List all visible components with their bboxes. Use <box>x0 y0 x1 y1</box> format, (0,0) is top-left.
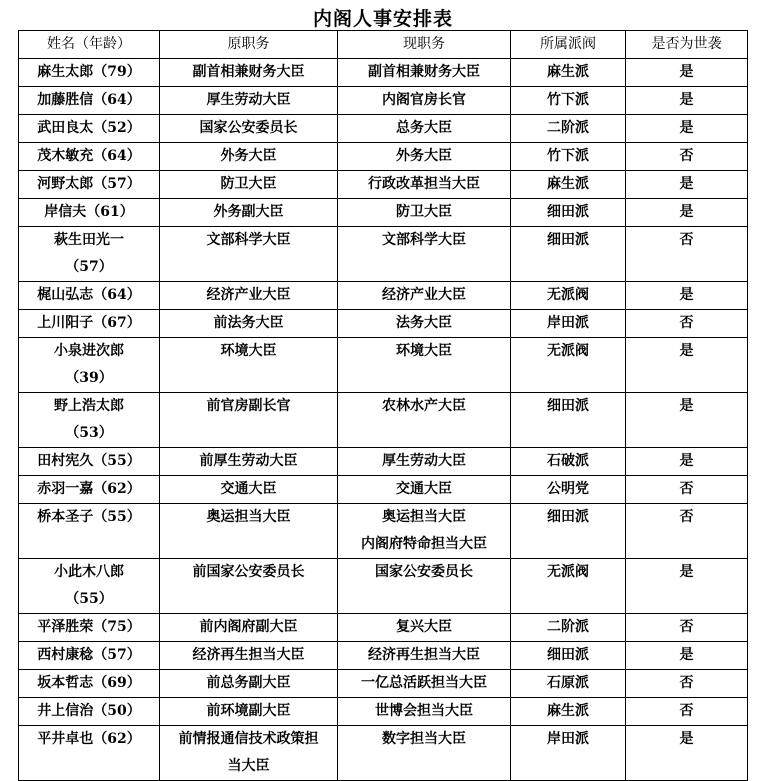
cell-hereditary-text: 是 <box>679 647 694 663</box>
cell-current-post <box>338 199 511 227</box>
cell-previous-post-text: 奥运担当大臣 <box>206 509 291 525</box>
cell-faction <box>511 115 626 143</box>
cell-faction-text: 细田派 <box>547 647 589 663</box>
cell-faction <box>511 476 626 504</box>
cell-name <box>19 476 160 504</box>
cell-faction-text: 麻生派 <box>547 64 589 80</box>
cell-faction <box>511 87 626 115</box>
cell-name-text: 茂木敏充（64） <box>37 148 141 164</box>
cell-current-post <box>338 338 511 393</box>
cell-current-post <box>338 171 511 199</box>
cell-previous-post-text: 副首相兼财务大臣 <box>192 64 305 80</box>
cell-faction <box>511 448 626 476</box>
table-row <box>19 59 748 87</box>
cell-current-post-text: 总务大臣 <box>396 120 452 136</box>
cell-current-post <box>338 476 511 504</box>
cell-faction-text: 二阶派 <box>547 120 589 136</box>
cell-current-post <box>338 642 511 670</box>
cell-faction-text: 麻生派 <box>547 703 589 719</box>
cell-faction-text: 无派阀 <box>547 287 589 303</box>
cell-hereditary-text: 是 <box>679 176 694 192</box>
cell-hereditary <box>626 670 748 698</box>
cell-hereditary <box>626 199 748 227</box>
table-row <box>19 476 748 504</box>
cell-faction <box>511 698 626 726</box>
cell-hereditary <box>626 393 748 448</box>
cell-hereditary <box>626 87 748 115</box>
cell-current-post-text: 交通大臣 <box>396 481 452 497</box>
cell-previous-post <box>160 282 338 310</box>
cell-hereditary <box>626 282 748 310</box>
cell-previous-post-text: 前情报通信技术政策担 <box>178 731 319 747</box>
cell-faction <box>511 227 626 282</box>
cell-faction <box>511 393 626 448</box>
cell-previous-post <box>160 448 338 476</box>
header-current-post: 现职务 <box>338 31 511 59</box>
cell-previous-post <box>160 476 338 504</box>
cell-faction-text: 无派阀 <box>547 343 589 359</box>
cell-previous-post-text: 国家公安委员长 <box>199 120 298 136</box>
cell-hereditary <box>626 310 748 338</box>
cell-faction <box>511 282 626 310</box>
cell-current-post-text: 奥运担当大臣 <box>382 509 466 525</box>
cell-previous-post-text: 前厚生劳动大臣 <box>199 453 298 469</box>
cell-previous-post-text-line2: 当大臣 <box>227 758 270 774</box>
table-row <box>19 171 748 199</box>
cell-hereditary-text: 否 <box>679 509 694 525</box>
cell-current-post <box>338 698 511 726</box>
cell-current-post-text: 经济产业大臣 <box>382 287 466 303</box>
cell-name-text: 平泽胜荣（75） <box>37 619 141 635</box>
cell-name-text: 桥本圣子（55） <box>37 509 141 525</box>
cell-previous-post <box>160 642 338 670</box>
table-row <box>19 448 748 476</box>
cell-current-post <box>338 59 511 87</box>
cell-current-post-text: 环境大臣 <box>396 343 452 359</box>
cell-previous-post <box>160 504 338 559</box>
cell-faction-text: 二阶派 <box>547 619 589 635</box>
cell-previous-post <box>160 199 338 227</box>
cell-current-post-text: 经济再生担当大臣 <box>368 647 480 663</box>
cell-hereditary-text: 否 <box>679 619 694 635</box>
cell-name-text: 平井卓也（62） <box>37 731 141 747</box>
cell-name <box>19 698 160 726</box>
cell-hereditary-text: 是 <box>679 92 694 108</box>
cell-previous-post <box>160 726 338 781</box>
table-row <box>19 614 748 642</box>
table-row <box>19 393 748 448</box>
header-name: 姓名（年龄） <box>19 31 160 59</box>
cell-name-text: 井上信治（50） <box>37 703 141 719</box>
table-row <box>19 227 748 282</box>
cell-previous-post-text: 前法务大臣 <box>213 315 284 331</box>
cell-name <box>19 448 160 476</box>
cell-current-post <box>338 227 511 282</box>
cell-current-post-text: 法务大臣 <box>396 315 452 331</box>
cabinet-table <box>18 30 748 781</box>
table-body <box>19 59 748 781</box>
cell-name <box>19 282 160 310</box>
cell-hereditary <box>626 559 748 614</box>
cell-previous-post-text: 前国家公安委员长 <box>192 564 305 580</box>
cell-previous-post-text: 经济再生担当大臣 <box>192 647 305 663</box>
cell-hereditary-text: 是 <box>679 453 694 469</box>
cell-faction <box>511 726 626 781</box>
cell-name-text: 赤羽一嘉（62） <box>37 481 141 497</box>
cell-previous-post <box>160 59 338 87</box>
cell-previous-post-text: 交通大臣 <box>220 481 277 497</box>
cell-faction-text: 石破派 <box>547 453 589 469</box>
cell-previous-post <box>160 227 338 282</box>
cell-current-post-text: 国家公安委员长 <box>375 564 473 580</box>
cell-current-post-text: 副首相兼财务大臣 <box>368 64 480 80</box>
cell-hereditary-text: 否 <box>679 315 694 331</box>
cell-faction-text: 无派阀 <box>547 564 589 580</box>
cell-hereditary-text: 否 <box>679 703 694 719</box>
cell-name-text: 小此木八郎 <box>54 564 124 580</box>
cell-faction-text: 竹下派 <box>547 148 589 164</box>
cell-name-text-line2: （55） <box>65 591 113 607</box>
cell-current-post <box>338 143 511 171</box>
cell-previous-post-text: 环境大臣 <box>220 343 277 359</box>
cell-current-post <box>338 115 511 143</box>
cell-name-text-line2: （39） <box>65 370 113 386</box>
cell-hereditary-text: 是 <box>679 64 694 80</box>
cell-previous-post <box>160 87 338 115</box>
cell-name <box>19 59 160 87</box>
cell-previous-post <box>160 171 338 199</box>
cell-previous-post-text: 前内阁府副大臣 <box>199 619 298 635</box>
cell-current-post-text-line2: 内阁府特命担当大臣 <box>361 536 487 552</box>
cell-hereditary <box>626 59 748 87</box>
table-header-row <box>19 31 748 59</box>
cell-hereditary <box>626 338 748 393</box>
cell-faction-text: 麻生派 <box>547 176 589 192</box>
cell-name-text: 麻生太郎（79） <box>37 64 141 80</box>
cell-hereditary-text: 否 <box>679 148 694 164</box>
table-row <box>19 726 748 781</box>
cell-faction <box>511 670 626 698</box>
cell-name-text: 梶山弘志（64） <box>37 287 141 303</box>
cell-name <box>19 227 160 282</box>
cell-previous-post <box>160 115 338 143</box>
cell-hereditary-text: 是 <box>679 564 694 580</box>
cell-hereditary-text: 是 <box>679 287 694 303</box>
cell-current-post-text: 农林水产大臣 <box>382 398 466 414</box>
cell-name-text: 萩生田光一 <box>54 232 124 248</box>
cell-hereditary <box>626 448 748 476</box>
cell-current-post-text: 文部科学大臣 <box>382 232 466 248</box>
cell-name <box>19 310 160 338</box>
cell-name <box>19 87 160 115</box>
cell-current-post-text: 一亿总活跃担当大臣 <box>361 675 487 691</box>
cell-hereditary-text: 否 <box>679 232 694 248</box>
cell-current-post-text: 厚生劳动大臣 <box>382 453 466 469</box>
table-row <box>19 143 748 171</box>
cell-previous-post <box>160 338 338 393</box>
cell-name <box>19 670 160 698</box>
cell-name <box>19 726 160 781</box>
cell-name-text: 野上浩太郎 <box>54 398 124 414</box>
cell-faction <box>511 642 626 670</box>
cell-previous-post <box>160 559 338 614</box>
cell-faction <box>511 504 626 559</box>
header-previous-post: 原职务 <box>160 31 338 59</box>
cell-current-post <box>338 87 511 115</box>
cell-name <box>19 171 160 199</box>
cell-previous-post-text: 厚生劳动大臣 <box>206 92 291 108</box>
cell-current-post <box>338 448 511 476</box>
cell-current-post <box>338 614 511 642</box>
cell-hereditary <box>626 614 748 642</box>
cell-faction-text: 石原派 <box>547 675 589 691</box>
table-row <box>19 282 748 310</box>
cell-faction-text: 岸田派 <box>547 315 589 331</box>
table-row <box>19 310 748 338</box>
cell-hereditary <box>626 227 748 282</box>
cell-faction <box>511 614 626 642</box>
cell-name-text: 岸信夫（61） <box>44 204 134 220</box>
cell-previous-post-text: 外务大臣 <box>220 148 277 164</box>
cell-name-text: 河野太郎（57） <box>37 176 141 192</box>
cell-hereditary-text: 是 <box>679 731 694 747</box>
header-hereditary: 是否为世袭 <box>626 31 748 59</box>
cell-current-post <box>338 310 511 338</box>
cell-current-post-text: 行政改革担当大臣 <box>368 176 480 192</box>
table-row <box>19 670 748 698</box>
cell-hereditary-text: 是 <box>679 343 694 359</box>
cell-faction <box>511 338 626 393</box>
cell-faction <box>511 143 626 171</box>
cell-name <box>19 559 160 614</box>
table-row <box>19 87 748 115</box>
table-row <box>19 504 748 559</box>
cell-name-text-line2: （57） <box>65 259 113 275</box>
cell-previous-post <box>160 614 338 642</box>
cell-current-post <box>338 282 511 310</box>
cell-faction <box>511 559 626 614</box>
table-row <box>19 199 748 227</box>
cell-faction-text: 细田派 <box>547 509 589 525</box>
cell-name <box>19 199 160 227</box>
cell-previous-post-text: 前环境副大臣 <box>206 703 291 719</box>
table-row <box>19 115 748 143</box>
cell-previous-post-text: 外务副大臣 <box>213 204 284 220</box>
table-row <box>19 698 748 726</box>
cell-name <box>19 143 160 171</box>
cell-faction-text: 细田派 <box>547 232 589 248</box>
cell-previous-post <box>160 698 338 726</box>
cell-current-post-text: 内阁官房长官 <box>382 92 466 108</box>
cell-name-text-line2: （53） <box>65 425 113 441</box>
cell-hereditary-text: 是 <box>679 120 694 136</box>
cell-name-text: 西村康稔（57） <box>37 647 141 663</box>
cell-previous-post <box>160 143 338 171</box>
cell-previous-post <box>160 670 338 698</box>
cell-current-post <box>338 670 511 698</box>
cell-name <box>19 115 160 143</box>
cell-current-post-text: 外务大臣 <box>396 148 452 164</box>
cell-hereditary-text: 否 <box>679 481 694 497</box>
cell-name-text: 田村宪久（55） <box>37 453 141 469</box>
cell-name-text: 武田良太（52） <box>37 120 141 136</box>
cell-faction <box>511 59 626 87</box>
cell-hereditary <box>626 171 748 199</box>
cell-name-text: 坂本哲志（69） <box>37 675 141 691</box>
cell-hereditary-text: 否 <box>679 675 694 691</box>
cell-hereditary <box>626 115 748 143</box>
cell-hereditary-text: 是 <box>679 204 694 220</box>
cell-name <box>19 393 160 448</box>
cell-name <box>19 504 160 559</box>
cell-current-post <box>338 393 511 448</box>
cell-name-text: 加藤胜信（64） <box>37 92 141 108</box>
cell-hereditary <box>626 726 748 781</box>
cell-faction-text: 竹下派 <box>547 92 589 108</box>
cell-current-post <box>338 559 511 614</box>
cell-hereditary <box>626 504 748 559</box>
table-row <box>19 642 748 670</box>
cell-hereditary-text: 是 <box>679 398 694 414</box>
cell-faction-text: 细田派 <box>547 204 589 220</box>
page-title: 内阁人事安排表 <box>312 8 453 30</box>
cell-hereditary <box>626 143 748 171</box>
table-row <box>19 338 748 393</box>
cell-previous-post-text: 文部科学大臣 <box>206 232 291 248</box>
cell-name <box>19 614 160 642</box>
cell-name-text: 小泉进次郎 <box>54 343 124 359</box>
cell-faction-text: 岸田派 <box>547 731 589 747</box>
cell-hereditary <box>626 642 748 670</box>
cell-current-post-text: 防卫大臣 <box>396 204 452 220</box>
cell-name <box>19 338 160 393</box>
cell-previous-post <box>160 310 338 338</box>
cell-name-text: 上川阳子（67） <box>37 315 141 331</box>
cell-previous-post-text: 前总务副大臣 <box>206 675 291 691</box>
cell-name <box>19 642 160 670</box>
cell-faction <box>511 199 626 227</box>
cell-current-post-text: 世博会担当大臣 <box>375 703 473 719</box>
cell-faction-text: 公明党 <box>547 481 589 497</box>
cell-previous-post <box>160 393 338 448</box>
cell-current-post-text: 数字担当大臣 <box>382 731 466 747</box>
cell-faction <box>511 171 626 199</box>
table-row <box>19 559 748 614</box>
cell-current-post <box>338 726 511 781</box>
cell-previous-post-text: 前官房副长官 <box>206 398 291 414</box>
cell-faction <box>511 310 626 338</box>
cell-hereditary <box>626 698 748 726</box>
cell-previous-post-text: 经济产业大臣 <box>206 287 291 303</box>
cell-current-post-text: 复兴大臣 <box>396 619 452 635</box>
cell-previous-post-text: 防卫大臣 <box>220 176 277 192</box>
cell-hereditary <box>626 476 748 504</box>
header-faction: 所属派阀 <box>511 31 626 59</box>
cell-current-post <box>338 504 511 559</box>
cell-faction-text: 细田派 <box>547 398 589 414</box>
